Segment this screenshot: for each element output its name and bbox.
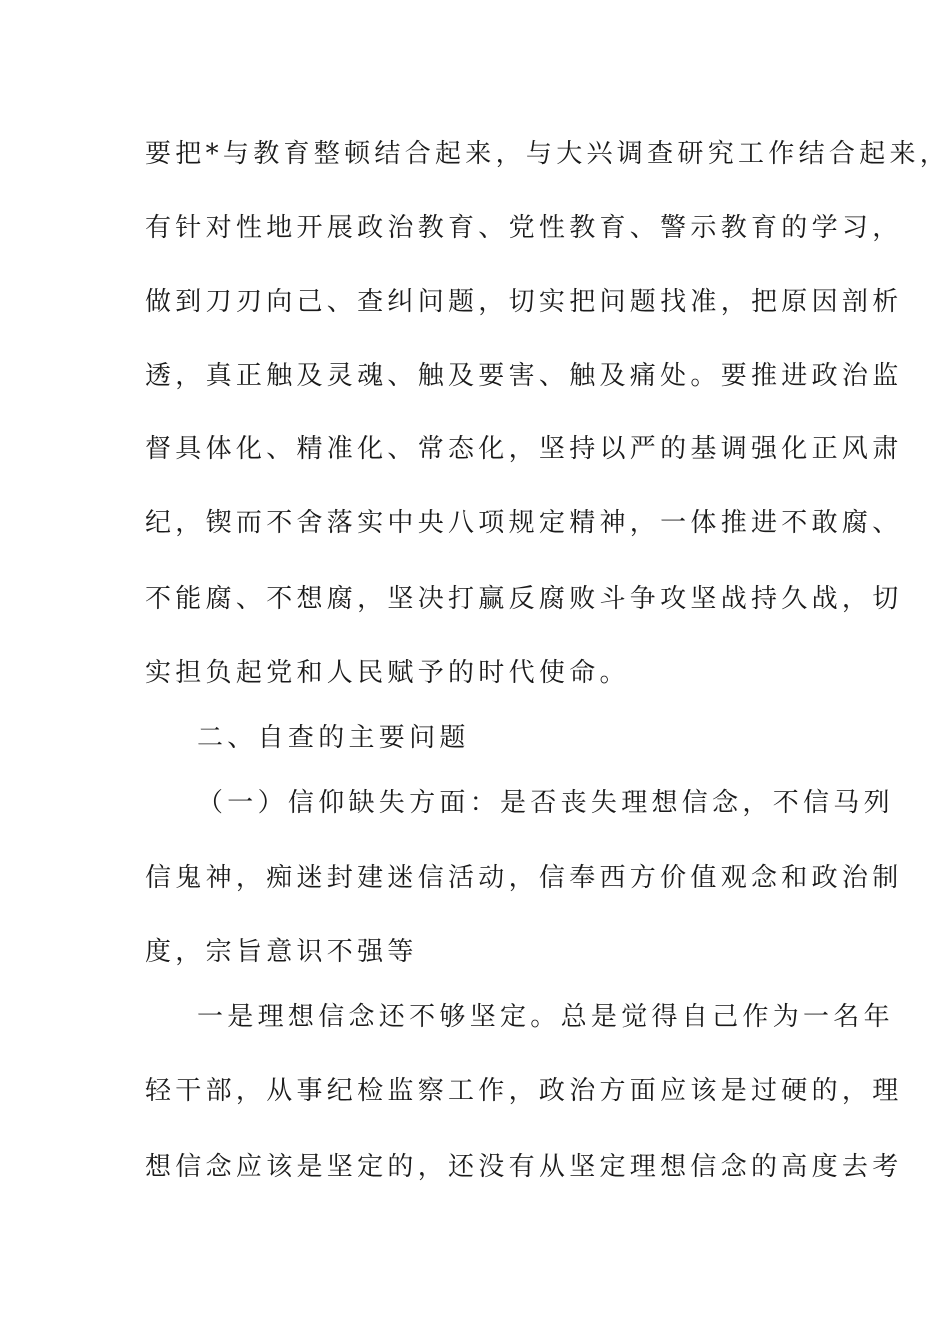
text-line: 不能腐、不想腐，坚决打赢反腐败斗争攻坚战持久战，切 (145, 584, 903, 614)
text-line: 实担负起党和人民赋予的时代使命。 (145, 658, 630, 688)
text-line: 想信念应该是坚定的，还没有从坚定理想信念的高度去考 (145, 1152, 903, 1182)
text-line: 纪，锲而不舍落实中央八项规定精神，一体推进不敢腐、 (145, 508, 903, 538)
text-line: 有针对性地开展政治教育、党性教育、警示教育的学习， (145, 213, 903, 243)
subsection-heading: （一）信仰缺失方面：是否丧失理想信念，不信马列 (197, 788, 894, 818)
section-heading: 二、自查的主要问题 (197, 723, 470, 753)
text-line: 督具体化、精准化、常态化，坚持以严的基调强化正风肃 (145, 434, 903, 464)
text-line: 透，真正触及灵魂、触及要害、触及痛处。要推进政治监 (145, 361, 903, 391)
text-line: 做到刀刃向己、查纠问题，切实把问题找准，把原因剖析 (145, 287, 903, 317)
paragraph-first-line: 一是理想信念还不够坚定。总是觉得自己作为一名年 (197, 1002, 894, 1032)
text-line: 要把*与教育整顿结合起来，与大兴调查研究工作结合起来， (145, 139, 950, 169)
text-line: 轻干部，从事纪检监察工作，政治方面应该是过硬的，理 (145, 1076, 903, 1106)
text-line: 度，宗旨意识不强等 (145, 937, 418, 967)
text-line: 信鬼神，痴迷封建迷信活动，信奉西方价值观念和政治制 (145, 863, 903, 893)
